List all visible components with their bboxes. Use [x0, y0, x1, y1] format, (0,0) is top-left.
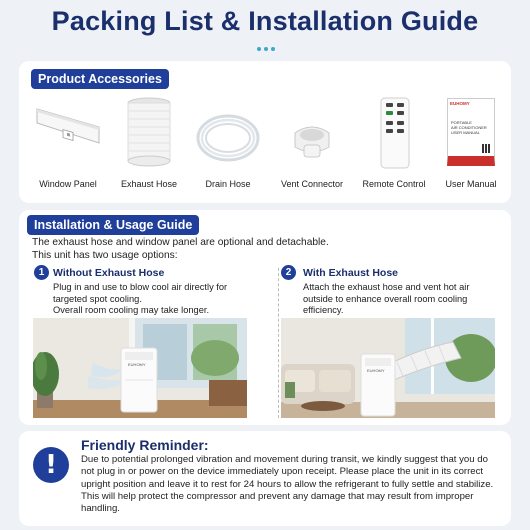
user-manual-icon [447, 98, 495, 166]
desc-line: outside to enhance overall room cooling [303, 293, 468, 304]
exhaust-hose-icon [126, 97, 172, 169]
qr-code-icon [482, 144, 491, 153]
intro-line: This unit has two usage options: [32, 250, 178, 261]
desc-line: Plug in and use to blow cool air directly for [53, 282, 228, 292]
desc-line: Overall room cooling may take longer. [53, 305, 210, 315]
accessories-heading: Product Accessories [31, 69, 169, 89]
option-1-number: 1 [34, 265, 49, 280]
option-1-photo [33, 318, 247, 418]
window-panel-icon [33, 101, 103, 151]
drain-hose-icon [194, 111, 262, 165]
installation-card [19, 210, 511, 425]
unit-brand-2: EUHOMY [367, 368, 385, 373]
accessory-vent-connector [277, 61, 347, 191]
accessory-label: Window Panel [39, 179, 97, 189]
accessory-drain-hose [194, 61, 262, 191]
options-divider [278, 268, 279, 418]
accessory-label: Vent Connector [280, 179, 344, 189]
installation-heading: Installation & Usage Guide [27, 215, 199, 235]
reminder-card [19, 431, 511, 526]
option-2-number: 2 [281, 265, 296, 280]
intro-line: The exhaust hose and window panel are optional and detachable. [32, 237, 329, 248]
exclamation-icon: ! [33, 447, 69, 483]
accessory-label: Exhaust Hose [120, 179, 178, 189]
desc-line: targeted spot cooling. [53, 293, 142, 304]
desc-line: Attach the exhaust hose and vent hot air [303, 282, 470, 292]
manual-brand: EUHOMY [450, 101, 470, 106]
manual-line-2: AIR CONDITIONER [451, 125, 487, 130]
accessory-label: Remote Control [362, 179, 426, 189]
unit-brand-1: EUHOMY [128, 362, 146, 367]
manual-line-1: PORTABLE [451, 120, 472, 125]
accessory-user-manual [438, 61, 504, 191]
option-2-desc [303, 282, 469, 317]
accessory-exhaust-hose [119, 61, 179, 191]
reminder-title: Friendly Reminder: [81, 437, 209, 453]
option-1-title: Without Exhaust Hose [53, 267, 165, 279]
accessory-label: Drain Hose [205, 179, 251, 189]
page-title: Packing List & Installation Guide [51, 6, 479, 36]
remote-control-icon [380, 97, 410, 169]
manual-line-3: USER MANUAL [451, 130, 480, 135]
option-2-photo [281, 318, 495, 418]
option-2-title: With Exhaust Hose [303, 267, 399, 279]
accessory-label: User Manual [445, 179, 497, 189]
desc-line: efficiency. [303, 305, 344, 315]
accessory-window-panel [33, 61, 103, 191]
reminder-body: Due to potential prolonged vibration and movement during transit, we kindly suggest that you do not plug in or power on the device immediately upon receipt. Please place the unit in its correct upright position and leave it to rest for 24 hours to allow the refrigerant to fully settle and stabilize. This will help protect the compressor and prevent any damage that may result from improper handling. [81, 454, 494, 515]
installation-intro [32, 236, 329, 262]
title-dots-decoration [257, 47, 275, 51]
accessory-remote-control [359, 61, 429, 191]
accessories-card [19, 61, 511, 203]
option-1-desc [53, 282, 227, 317]
vent-connector-icon [289, 121, 335, 161]
